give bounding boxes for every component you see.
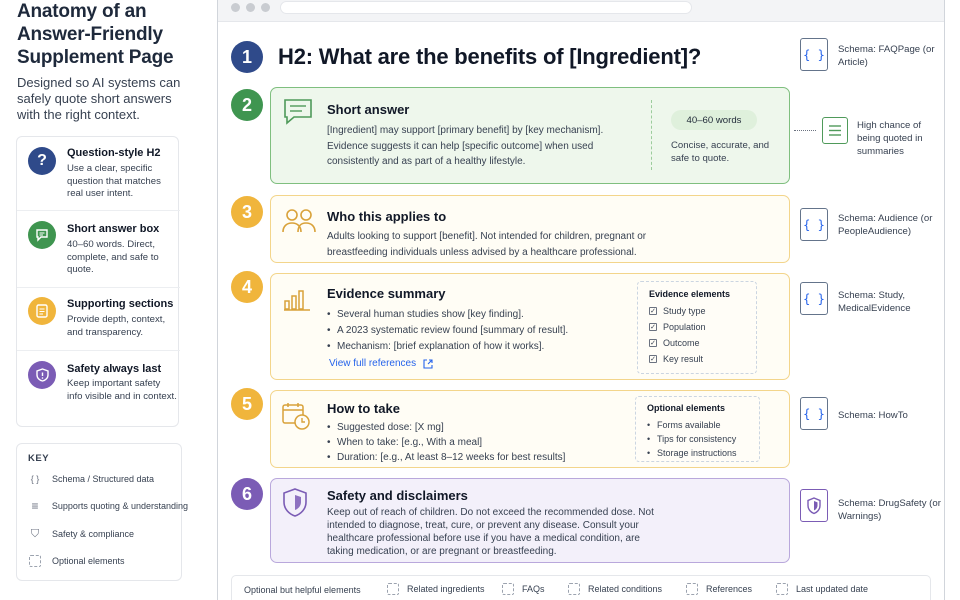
key-card (16, 443, 188, 581)
optional-item: FAQs (502, 583, 545, 595)
schema-label: Schema: FAQPage (or Article) (838, 44, 935, 68)
step-desc: 40–60 words. Direct, complete, and safe to quote. (67, 239, 159, 276)
quote-note: High chance of being quoted in summaries (857, 120, 923, 157)
how-to-box (270, 390, 790, 468)
step-desc: Provide depth, context, and transparency. (67, 314, 166, 338)
key-item-quoting (28, 498, 188, 514)
how-to-title: How to take (327, 401, 400, 416)
key-label: Schema / Structured data (52, 474, 155, 484)
chat-icon (283, 98, 313, 131)
list-item: • Forms available (647, 418, 757, 432)
optional-item: Last updated date (776, 583, 868, 595)
schema-label: Schema: Audience (or PeopleAudience) (838, 213, 933, 237)
key-label: Supports quoting & understanding (51, 501, 188, 511)
section-number: 5 (231, 388, 263, 420)
checklist-item: ✓ Population (650, 322, 706, 332)
step-title: Short answer box (67, 223, 160, 235)
left-panel (0, 0, 200, 600)
optional-elements-bar (231, 575, 931, 600)
braces-icon: { } (800, 397, 828, 430)
key-label: Safety & compliance (52, 529, 135, 539)
how-to-list (327, 420, 637, 465)
section-number: 1 (231, 41, 263, 73)
section-number: 6 (231, 478, 263, 510)
dashed-box-icon (387, 583, 399, 595)
external-link-icon (423, 359, 433, 369)
badge-note: Concise, accurate, and safe to quote. (671, 140, 770, 164)
short-answer-title: Short answer (327, 102, 410, 117)
key-label: Optional elements (52, 556, 125, 566)
braces-icon: { } (30, 474, 40, 484)
shield-icon (800, 489, 828, 522)
checklist-item: ✓ Outcome (650, 338, 700, 348)
short-answer-box (270, 87, 790, 184)
calendar-clock-icon (281, 401, 311, 436)
divider (651, 100, 652, 170)
checklist-item: ✓ Key result (650, 354, 704, 364)
checkbox-icon: ✓ (650, 307, 656, 315)
section-number: 4 (231, 271, 263, 303)
panel-title: Optional elements (647, 403, 726, 413)
dashed-box-icon (28, 554, 42, 568)
word-count-badge: 40–60 words (671, 110, 757, 130)
optional-item: Related conditions (568, 583, 662, 595)
schema-label: Schema: HowTo (838, 410, 908, 421)
step-title: Safety always last (67, 363, 162, 375)
audience-box (270, 195, 790, 263)
key-item-safety (28, 526, 188, 542)
link-label: View full references (329, 358, 417, 369)
braces-icon: { } (800, 282, 828, 315)
evidence-elements-panel (637, 281, 757, 374)
step-question-h2 (17, 137, 180, 211)
question-heading: H2: What are the benefits of [Ingredient]? (278, 44, 702, 69)
evidence-box (270, 273, 790, 380)
view-references-link[interactable] (329, 358, 433, 369)
optional-elements-panel (635, 396, 760, 462)
optional-item: References (686, 583, 752, 595)
optional-bar-label: Optional but helpful elements (244, 585, 361, 595)
question-icon: ? (28, 147, 56, 175)
list-item: • Tips for consistency (647, 432, 757, 446)
section-number: 2 (231, 89, 263, 121)
list-item: • Several human studies show [key finding]. (327, 307, 627, 323)
bar-chart-icon (283, 287, 311, 316)
list-item: • When to take: [e.g., With a meal] (327, 435, 637, 450)
braces-icon: { } (800, 208, 828, 241)
document-icon (28, 297, 56, 325)
optional-list (647, 418, 757, 460)
list-item: • A 2023 systematic review found [summary of result]. (327, 323, 627, 339)
schema-label: Schema: Study, MedicalEvidence (838, 290, 911, 314)
connector-line (794, 130, 816, 131)
checkbox-icon: ✓ (650, 323, 656, 331)
key-title: KEY (28, 453, 50, 464)
window-dot-icon (246, 3, 255, 12)
lines-icon (822, 117, 848, 144)
page-title: Anatomy of an Answer-Friendly Supplement Page (17, 1, 174, 68)
checkbox-icon: ✓ (650, 355, 656, 363)
safety-text: Keep out of reach of children. Do not exceed the recommended dose. Not intended to diagnose, treat, cure, or prevent any disease. Consult your healthcare professional before use if you have a medical condition, are taking medication, or are pregnant or breastfeeding. (327, 507, 654, 557)
checklist-item: ✓ Study type (650, 306, 706, 316)
braces-icon: { } (800, 38, 828, 71)
key-item-schema (28, 471, 188, 487)
step-desc: Keep important safety info visible and in context. (67, 378, 177, 402)
schema-label: Schema: DrugSafety (or Warnings) (838, 498, 941, 522)
window-dot-icon (261, 3, 270, 12)
dashed-box-icon (502, 583, 514, 595)
step-title: Question-style H2 (67, 147, 161, 159)
audience-text: Adults looking to support [benefit]. Not intended for children, pregnant or breastfeeding individuals unless advised by a healthcare professional. (327, 231, 647, 258)
url-bar[interactable] (280, 1, 692, 14)
window-dot-icon (231, 3, 240, 12)
step-safety-last (17, 351, 180, 428)
list-item: • Storage instructions (647, 446, 757, 460)
audience-title: Who this applies to (327, 209, 447, 224)
safety-box (270, 478, 790, 563)
people-icon (281, 208, 317, 239)
browser-toolbar (218, 0, 944, 22)
dashed-box-icon (568, 583, 580, 595)
chat-icon (28, 221, 56, 249)
safety-title: Safety and disclaimers (327, 488, 468, 503)
step-desc: Use a clear, specific question that matches real user intent. (67, 163, 161, 200)
step-supporting-sections (17, 288, 180, 351)
list-item: • Mechanism: [brief explanation of how it works]. (327, 339, 627, 355)
short-answer-text: [Ingredient] may support [primary benefit] by [key mechanism]. Evidence suggests it can help [specific outcome] when used consistently and as part of a healthy lifestyle. (327, 125, 604, 168)
checkbox-icon: ✓ (650, 339, 656, 347)
evidence-title: Evidence summary (327, 286, 446, 301)
step-title: Supporting sections (67, 298, 174, 310)
shield-icon (281, 487, 309, 524)
shield-icon: ⛉ (30, 527, 40, 540)
shield-icon (28, 361, 56, 389)
section-number: 3 (231, 196, 263, 228)
evidence-list (327, 307, 627, 355)
dashed-box-icon (686, 583, 698, 595)
key-item-optional (28, 553, 188, 569)
page-subtitle: Designed so AI systems can safely quote short answers with the right context. (17, 75, 181, 122)
steps-card (16, 136, 179, 427)
optional-item: Related ingredients (387, 583, 485, 595)
list-item: • Duration: [e.g., At least 8–12 weeks for best results] (327, 450, 637, 465)
panel-title: Evidence elements (649, 289, 731, 299)
list-item: • Suggested dose: [X mg] (327, 420, 637, 435)
step-short-answer (17, 211, 180, 288)
dashed-box-icon (776, 583, 788, 595)
lines-icon: ≡ (31, 499, 39, 513)
